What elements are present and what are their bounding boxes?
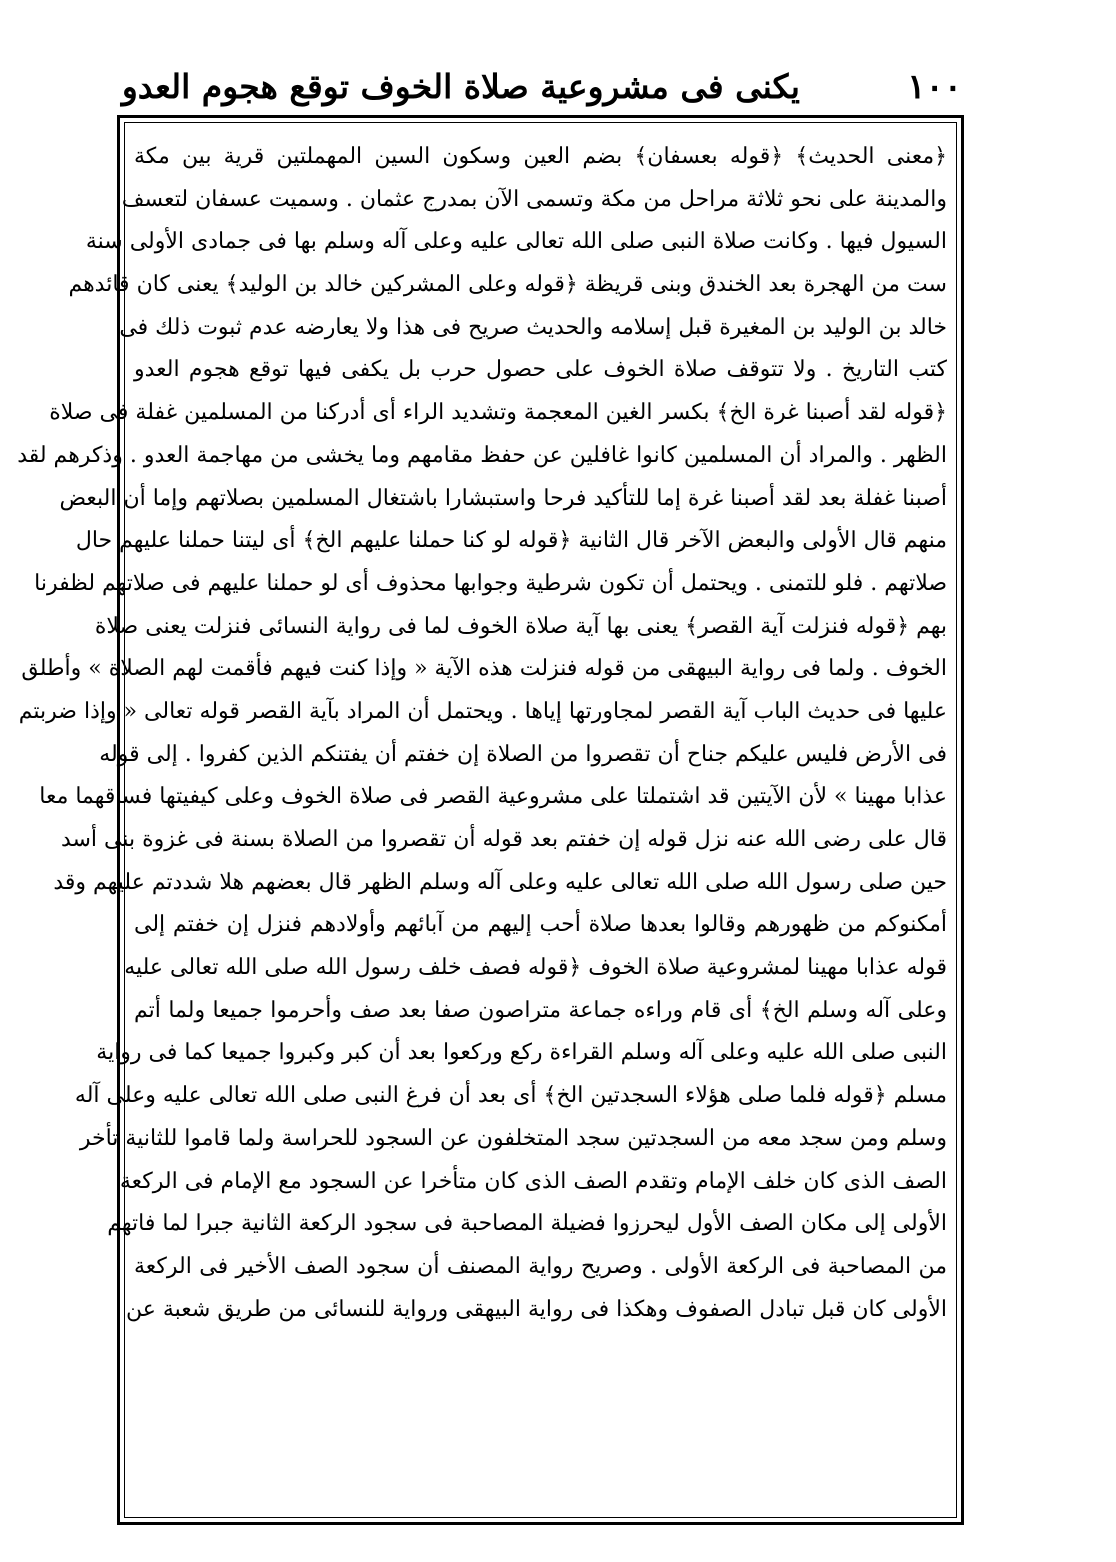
text-line: الخوف . ولما فى رواية البيهقى من قوله فنزلت هذه الآية « وإذا كنت فيهم فأقمت لهم الصلاة » وأطلق [21,656,947,682]
text-line: بهم ﴿قوله فنزلت آية القصر﴾ يعنى بها آية صلاة الخوف لما فى رواية النسائى فنزلت يعنى صلاة [94,613,947,639]
text-line: ﴿معنى الحديث﴾ ﴿قوله بعسفان﴾ بضم العين وسكون السين المهملتين قرية بين مكة [134,144,947,169]
text-line: أمكنوكم من ظهورهم وقالوا بعدها صلاة أحب إليهم من آبائهم وأولادهم فنزل إن خفتم إلى [134,912,947,938]
text-line: كتب التاريخ . ولا تتوقف صلاة الخوف على حصول حرب بل يكفى فيها توقع هجوم العدو [134,357,947,383]
text-line: قوله عذابا مهينا لمشروعية صلاة الخوف ﴿قوله فصف خلف رسول الله صلى الله تعالى عليه [124,955,947,981]
text-line: عليها فى حديث الباب آية القصر لمجاورتها إياها . ويحتمل أن المراد بآية القصر قوله تعالى « وإذا ضربتم [18,698,947,724]
text-line: الصف الذى كان خلف الإمام وتقدم الصف الذى كان متأخرا عن السجود مع الإمام فى الركعة [119,1168,947,1194]
text-line: منهم قال الأولى والبعض الآخر قال الثانية ﴿قوله لو كنا حملنا عليهم الخ﴾ أى ليتنا حملنا عليهم حال [75,528,947,554]
running-title: يكنى فى مشروعية صلاة الخوف توقع هجوم العدو [121,67,800,106]
text-line: وعلى آله وسلم الخ﴾ أى قام وراءه جماعة متراصون صفا بعد صف وأحرموا جميعا ولما أتم [134,997,947,1023]
text-line: عذابا مهينا » لأن الآيتين قد اشتملتا على مشروعية القصر فى صلاة الخوف وعلى كيفيتها فساقهما معا [39,784,947,810]
commentary-text [17,136,947,1516]
page-number: ١٠٠ [907,67,962,107]
text-line: السيول فيها . وكانت صلاة النبى صلى الله تعالى عليه وعلى آله وسلم بها فى جمادى الأولى سنة [85,229,947,255]
text-line: قال على رضى الله عنه نزل قوله إن خفتم بعد قوله أن تقصروا من الصلاة بسنة فى غزوة بنى أسد [60,827,947,852]
text-line: أصبنا غفلة بعد لقد أصبنا غرة إما للتأكيد فرحا واستبشارا باشتغال المسلمين بصلاتهم وإما أن البعض [59,485,947,511]
text-line: وسلم ومن سجد معه من السجدتين سجد المتخلفون عن السجود للحراسة ولما قاموا للثانية تأخر [79,1125,947,1151]
text-line: الأولى كان قبل تبادل الصفوف وهكذا فى رواية البيهقى ورواية للنسائى من طريق شعبة عن [125,1296,947,1322]
text-line: ست من الهجرة بعد الخندق وبنى قريظة ﴿قوله وعلى المشركين خالد بن الوليد﴾ يعنى كان قائدهم [68,272,947,298]
text-line: صلاتهم . فلو للتمنى . ويحتمل أن تكون شرطية وجوابها محذوف أى لو حملنا عليهم فى صلاتهم لظفرنا [34,570,947,596]
text-line: ﴿قوله لقد أصبنا غرة الخ﴾ بكسر الغين المعجمة وتشديد الراء أى أدركنا من المسلمين غفلة فى صلاة [49,400,947,426]
running-head [121,62,970,112]
text-line: مسلم ﴿قوله فلما صلى هؤلاء السجدتين الخ﴾ أى بعد أن فرغ النبى صلى الله تعالى عليه وعلى آله [74,1083,947,1109]
text-line: من المصاحبة فى الركعة الأولى . وصريح رواية المصنف أن سجود الصف الأخير فى الركعة [134,1253,947,1279]
text-line: حين صلى رسول الله صلى الله تعالى عليه وعلى آله وسلم الظهر قال بعضهم هلا شددتم عليهم وقد [53,869,947,895]
text-line: خالد بن الوليد بن المغيرة قبل إسلامه والحديث صريح فى هذا ولا يعارضه عدم ثبوت ذلك فى [119,314,947,340]
text-line: والمدينة على نحو ثلاثة مراحل من مكة وتسمى الآن بمدرج عثمان . وسميت عسفان لتعسف [121,186,947,212]
text-line: النبى صلى الله عليه وعلى آله وسلم القراءة ركع وركعوا بعد أن كبر وكبروا جميعا كما فى رواية [96,1040,947,1066]
text-line: فى الأرض فليس عليكم جناح أن تقصروا من الصلاة إن خفتم أن يفتنكم الذين كفروا . إلى قوله [99,741,947,767]
text-line: الأولى إلى مكان الصف الأول ليحرزوا فضيلة المصاحبة فى سجود الركعة الثانية جبرا لما فاتهم [107,1211,947,1237]
text-line: الظهر . والمراد أن المسلمين كانوا غافلين عن حفظ مقامهم وما يخشى من مهاجمة العدو . وذكرهم لقد [17,442,947,468]
